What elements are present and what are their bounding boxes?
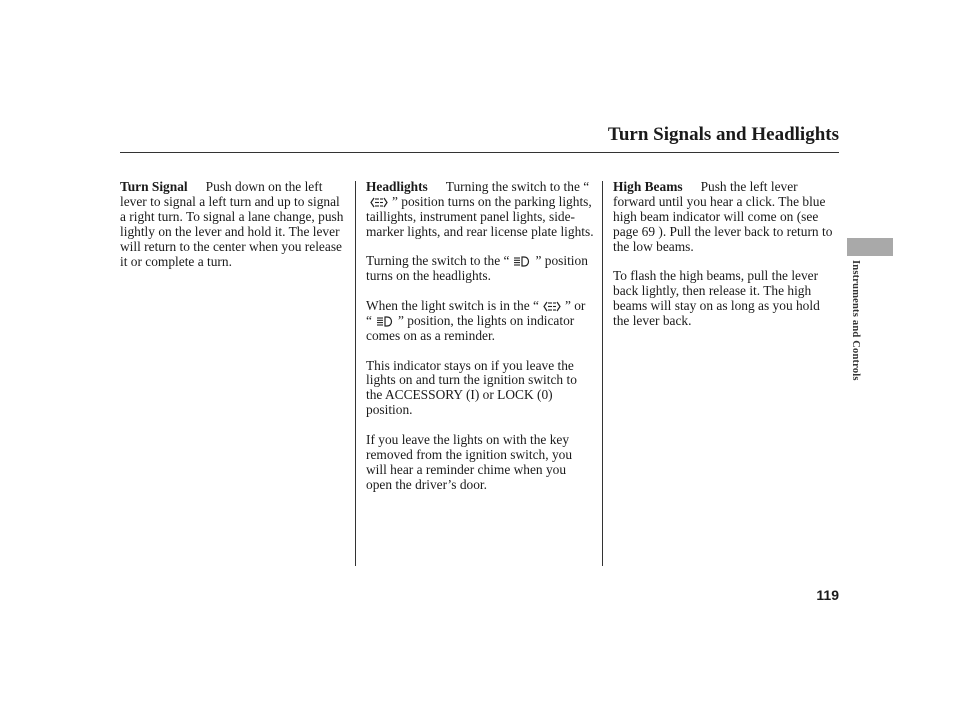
headlights-p2-b: ” position turns on the headlights.: [366, 253, 588, 284]
headlights-p3-c: ” position, the lights on indicator comes on as a reminder.: [366, 312, 575, 343]
column-divider: [355, 181, 356, 566]
page-number: 119: [816, 587, 839, 603]
section-tab-label: Instruments and Controls: [850, 260, 861, 381]
column-divider: [602, 181, 603, 566]
title-rule: [120, 152, 839, 153]
high-beams-heading: High Beams: [613, 179, 683, 194]
headlights-heading: Headlights: [366, 179, 428, 194]
high-beams-p1: Push the left lever forward until you hear a click. The blue high beam indicator will come on (see page 69 ). Pull the lever back to return to the low beams.: [613, 179, 833, 254]
page-title: Turn Signals and Headlights: [607, 124, 839, 145]
turn-signal-body: Push down on the left lever to signal a left turn and up to signal a right turn. To signal a lane change, push lightly on the lever and hold it. The lever will return to the center when you release it or complete a turn.: [120, 179, 344, 269]
section-tab: [847, 238, 893, 256]
parking-lights-icon: [543, 301, 561, 312]
headlights-p3-b: ” or “: [366, 298, 586, 328]
headlights-icon: [513, 256, 531, 267]
high-beams-section: [613, 180, 837, 344]
turn-signal-heading: Turn Signal: [120, 179, 188, 194]
high-beams-p2: To flash the high beams, pull the lever back lightly, then release it. The high beams will stay on as long as you hold the lever back.: [613, 268, 820, 329]
headlights-p4: This indicator stays on if you leave the lights on and turn the ignition switch to the ACCESSORY (I) or LOCK (0) position.: [366, 357, 577, 418]
headlights-p2-a: Turning the switch to the “: [366, 253, 510, 269]
headlights-icon: [376, 316, 394, 327]
headlights-p1-a: Turning the switch to the “: [445, 179, 590, 194]
headlights-section: [366, 180, 594, 507]
headlights-p1-b: ” position turns on the parking lights, taillights, instrument panel lights, side-marker lights, and rear license plate lights.: [366, 193, 594, 239]
headlights-p5: If you leave the lights on with the key removed from the ignition switch, you will hear a reminder chime when you open the driver’s door.: [366, 431, 573, 492]
parking-lights-icon: [370, 197, 388, 208]
turn-signal-section: [120, 180, 348, 284]
headlights-p3-a: When the light switch is in the “: [366, 298, 539, 314]
